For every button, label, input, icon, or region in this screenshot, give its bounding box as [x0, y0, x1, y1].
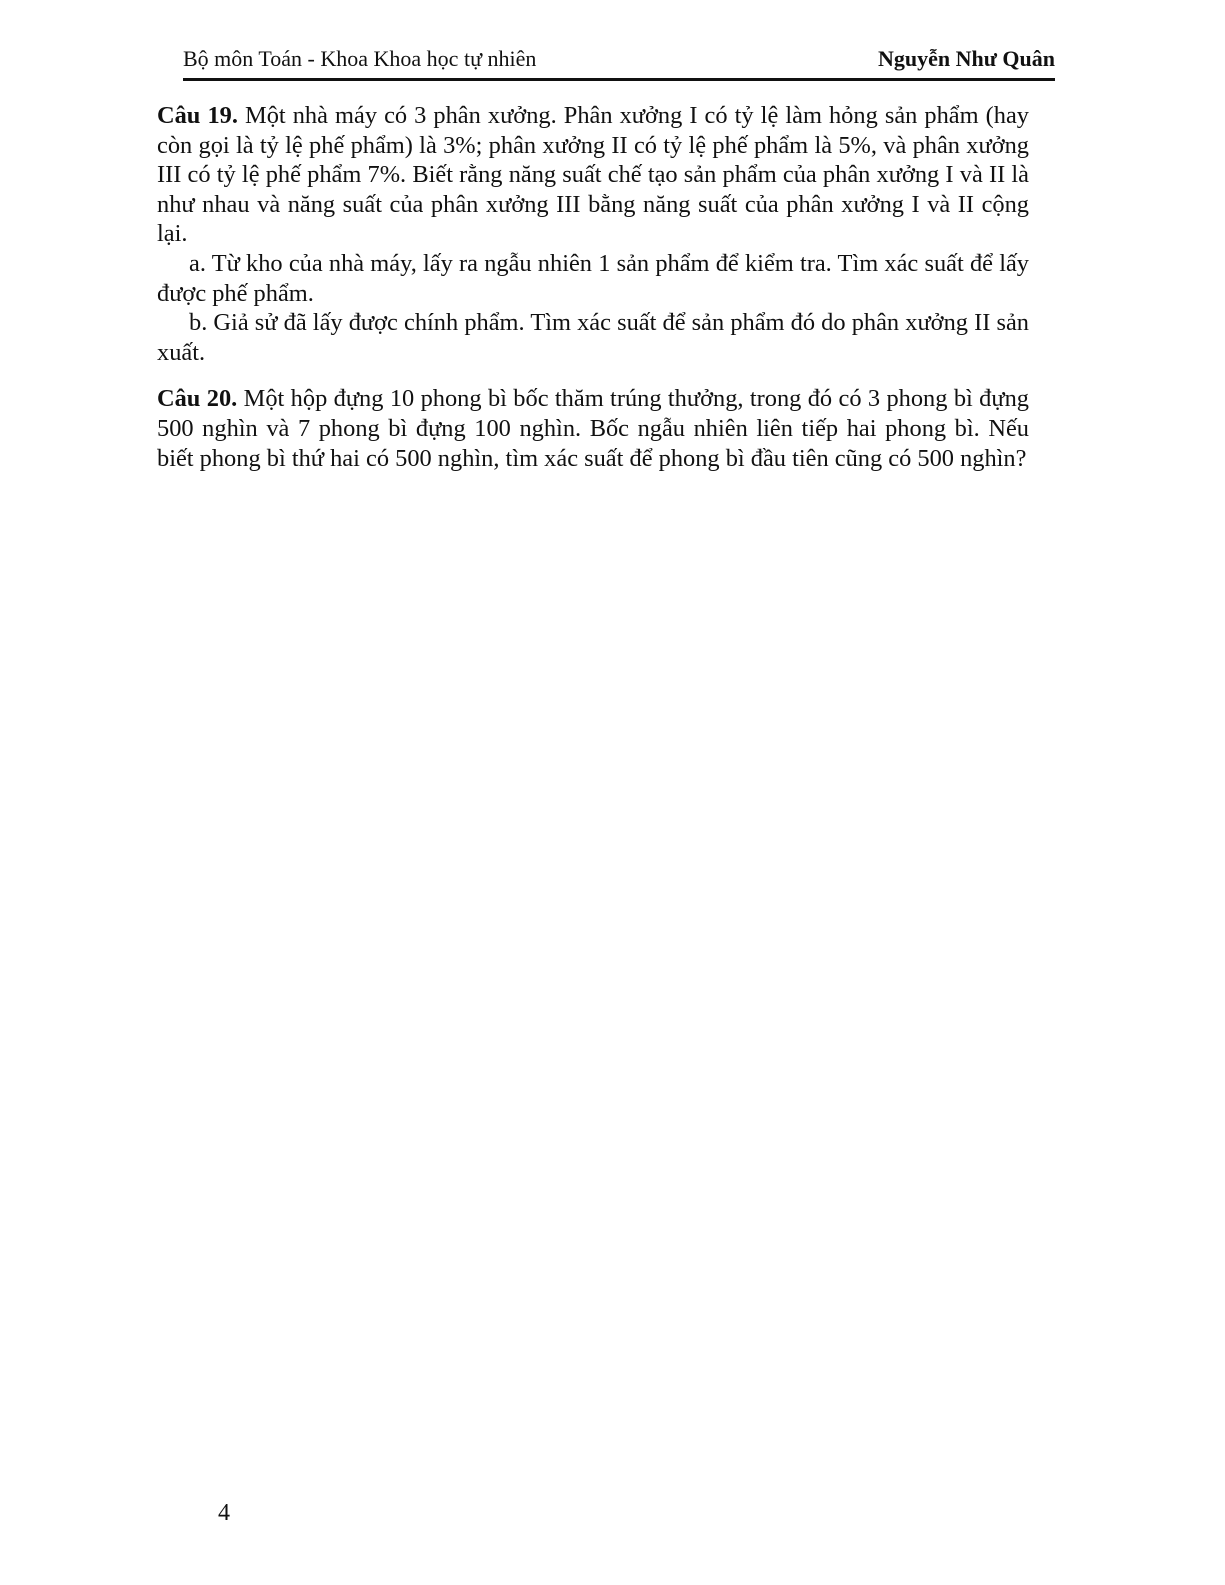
- question-19-label: Câu 19.: [157, 102, 238, 129]
- question-19-stem: [157, 101, 1029, 249]
- question-19-part-a: a. Từ kho của nhà máy, lấy ra ngẫu nhiên 1 sản phẩm để kiểm tra. Tìm xác suất để lấy được phế phẩm.: [157, 249, 1029, 307]
- document-body: [157, 101, 1029, 473]
- header-department: Bộ môn Toán - Khoa Khoa học tự nhiên: [183, 46, 537, 71]
- header-author: Nguyễn Như Quân: [877, 46, 1055, 71]
- question-19-part-b: b. Giả sử đã lấy được chính phẩm. Tìm xác suất để sản phẩm đó do phân xưởng II sản xuất.: [157, 309, 1029, 366]
- question-20-stem: [157, 384, 1029, 473]
- question-20: [157, 384, 1029, 473]
- page-header: [183, 44, 1055, 81]
- question-19-text: Một nhà máy có 3 phân xưởng. Phân xưởng I có tỷ lệ làm hỏng sản phẩm (hay còn gọi là tỷ lệ phế phẩm) là 3%; phân xưởng II có tỷ lệ phế phẩm là 5%, và phân xưởng III có tỷ lệ phế phẩm 7%. Biết rằng năng suất chế tạo sản phẩm của phân xưởng I và II là như nhau và năng suất của phân xưởng III bằng năng suất của phân xưởng I và II cộng lại.: [157, 102, 1029, 248]
- question-19: [157, 101, 1029, 367]
- page-number: 4: [218, 1500, 230, 1526]
- question-20-text: Một hộp đựng 10 phong bì bốc thăm trúng thưởng, trong đó có 3 phong bì đựng 500 nghìn và 7 phong bì đựng 100 nghìn. Bốc ngẫu nhiên liên tiếp hai phong bì. Nếu biết phong bì thứ hai có 500 nghìn, tìm xác suất để phong bì đầu tiên cũng có 500 nghìn?: [157, 385, 1029, 472]
- question-20-label: Câu 20.: [157, 385, 238, 413]
